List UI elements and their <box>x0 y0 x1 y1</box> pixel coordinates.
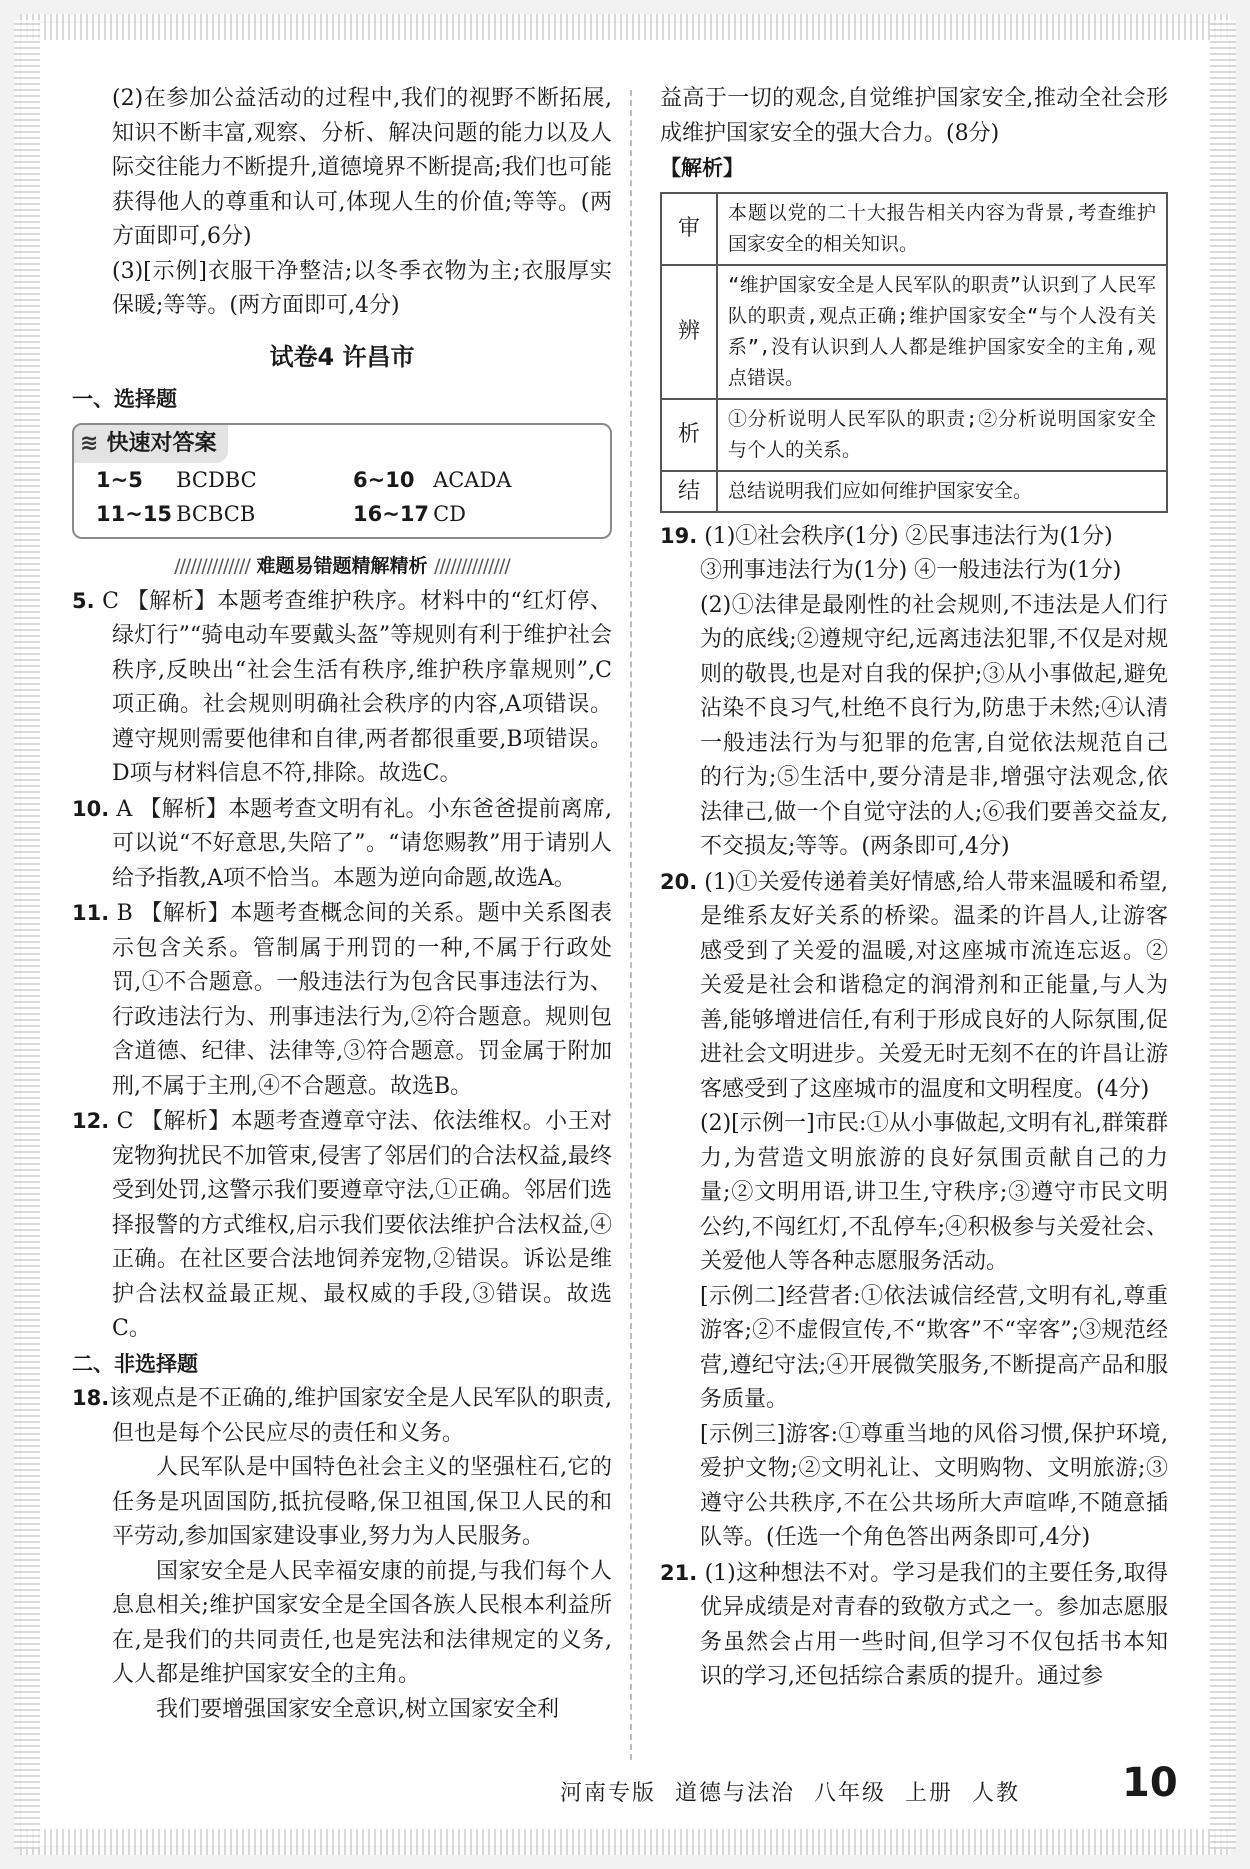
table-row <box>661 471 1167 512</box>
answer-range: 6~10 <box>353 468 415 492</box>
question-text: C 【解析】本题考查遵章守法、依法维权。小王对宠物狗扰民不加管束,侵害了邻居们的合法权益,最终受到处罚,这警示我们要遵章守法,①正确。邻居们选择报警的方式维权,启示我们要依法维护合法权益,④正确。在社区要合法地饲养宠物,②错误。诉讼是维护合法权益最正规、最权威的手段,③错误。故选C。 <box>109 1109 612 1341</box>
table-row-text: 总结说明我们应如何维护国家安全。 <box>717 471 1167 512</box>
question-20-paragraph: [示例二]经营者:①依法诚信经营,文明有礼,尊重游客;②不虚假宣传,不“欺客”不“宰客”;③规范经营,遵纪守法;④开展微笑服务,不断提高产品和服务质量。 <box>700 1283 1168 1412</box>
question-number: 10. <box>72 796 110 821</box>
question-text: (1)①关爱传递着美好情感,给人带来温暖和希望,是维系友好关系的桥梁。温柔的许昌人,让游客感受到了关爱的温暖,对这座城市流连忘返。②关爱是社会和谐稳定的润滑剂和正能量,与人为善,能够增进信任,有利于形成良好的人际氛围,促进社会文明进步。关爱无时无刻不在的许昌让游客感受到了这座城市的温度和文明程度。(4分) <box>700 869 1168 1102</box>
table-row-head: 辨 <box>661 265 717 399</box>
page-footer: 河南专版 道德与法治 八年级 上册 人教 <box>560 1781 1020 1806</box>
table-row <box>661 265 1167 399</box>
prev-answer-2: (2)在参加公益活动的过程中,我们的视野不断拓展,知识不断丰富,观察、分析、解决问题的能力以及人际交往能力不断提升,道德境界不断提高;我们也可能获得他人的尊重和认可,体现人生的价值;等等。(两方面即可,6分) <box>112 86 612 249</box>
section-heading-choice: 一、选择题 <box>72 387 177 411</box>
column-divider <box>630 90 632 1760</box>
question-18-paragraph: 我们要增强国家安全意识,树立国家安全利 <box>156 1696 559 1722</box>
question-19-line: (2)①法律是最刚性的社会规则,不违法是人们行为的底线;②遵规守纪,远离违法犯罪,不仅是对规则的敬畏,也是对自我的保护;③从小事做起,避免沾染不良习气,杜绝不良行为,防患于未然;④认清一般违法行为与犯罪的危害,自觉依法规范自己的行为;⑤生活中,要分清是非,增强守法观念,依法律己,做一个自觉守法的人;⑥我们要善交益友,不交损友;等等。(两条即可,4分) <box>700 592 1168 859</box>
question-number: 18. <box>72 1386 110 1410</box>
question-20-paragraph: (2)[示例一]市民:①从小事做起,文明有礼,群策群力,为营造文明旅游的良好氛围贡献自己的力量;②文明用语,讲卫生,守秩序;③遵守市民文明公约,不闯红灯,不乱停车;④积极参与关爱社会、关爱他人等各种志愿服务活动。 <box>700 1111 1168 1274</box>
question-12 <box>72 1104 612 1347</box>
analysis-label: 【解析】 <box>660 156 744 180</box>
question-text: C 【解析】本题考查维护秩序。材料中的“红灯停、绿灯行”“骑电动车要戴头盔”等规则有利于维护社会秩序,反映出“社会生活有秩序,维护秩序靠规则”,C项正确。社会规则明确社会秩序的内容,A项错误。遵守规则需要他律和自律,两者都很重要,B项错误。D项与材料信息不符,排除。故选C。 <box>94 588 612 786</box>
answer-range: 11~15 <box>96 502 173 526</box>
analysis-table <box>660 192 1168 513</box>
question-11 <box>72 896 612 1104</box>
answer-value: BCBCB <box>176 502 256 526</box>
answer-range: 16~17 <box>353 502 430 526</box>
table-row-head: 结 <box>661 471 717 512</box>
quick-answer-row <box>74 463 610 497</box>
decorative-border-left <box>14 20 40 1849</box>
answer-value: BCDBC <box>176 468 257 492</box>
answer-range: 1~5 <box>96 468 143 492</box>
table-row <box>661 399 1167 471</box>
hard-question-heading <box>72 549 612 584</box>
paper-title: 试卷4 许昌市 <box>269 342 415 371</box>
question-number: 12. <box>72 1109 110 1133</box>
question-number: 11. <box>72 901 110 925</box>
right-column <box>660 82 1168 1695</box>
table-row <box>661 193 1167 265</box>
table-row-text: 本题以党的二十大报告相关内容为背景,考查维护国家安全的相关知识。 <box>717 193 1167 265</box>
question-number: 19. <box>660 523 698 548</box>
decorative-border-right <box>1210 20 1236 1849</box>
prev-answer-3: (3)[示例]衣服干净整洁;以冬季衣物为主;衣服厚实保暖;等等。(两方面即可,4分) <box>112 258 612 318</box>
question-18-continued: 益高于一切的观念,自觉维护国家安全,推动全社会形成维护国家安全的强大合力。(8分) <box>660 86 1168 146</box>
question-18 <box>72 1381 612 1451</box>
question-10 <box>72 792 612 897</box>
question-text: (1)这种想法不对。学习是我们的主要任务,取得优异成绩是对青春的致敬方式之一。参加志愿服务虽然会占用一些时间,但学习不仅包括书本知识的学习,还包括综合素质的提升。通过参 <box>700 1560 1168 1689</box>
question-5 <box>72 584 612 792</box>
answer-value: CD <box>433 502 466 526</box>
question-text: B 【解析】本题考查概念间的关系。题中关系图表示包含关系。管制属于刑罚的一种,不属于行政处罚,①不合题意。一般违法行为包含民事违法行为、行政违法行为、刑事违法行为,②符合题意。规则包含道德、纪律、法律等,③符合题意。罚金属于附加刑,不属于主刑,④不合题意。故选B。 <box>109 901 612 1099</box>
decorative-border-top <box>20 14 1230 40</box>
quick-answer-header <box>74 425 228 464</box>
question-text: 该观点是不正确的,维护国家安全是人民军队的职责,但也是每个公民应尽的责任和义务。 <box>109 1386 612 1446</box>
hard-question-title: 难题易错题精解精析 <box>256 555 428 577</box>
section-heading-nonchoice: 二、非选择题 <box>72 1351 198 1376</box>
question-21 <box>660 1556 1168 1695</box>
question-text: (1)①社会秩序(1分) ②民事违法行为(1分) <box>704 523 1113 549</box>
quick-answer-box <box>72 423 612 540</box>
question-text: A 【解析】本题考查文明有礼。小东爸爸提前离席,可以说“不好意思,失陪了”。“请您赐教”用于请别人给予指教,A项不恰当。本题为逆向命题,故选A。 <box>109 796 612 891</box>
question-19 <box>660 519 1168 555</box>
question-19-line: ③刑事违法行为(1分) ④一般违法行为(1分) <box>700 558 1122 583</box>
question-number: 20. <box>660 869 698 894</box>
question-number: 21. <box>660 1560 698 1585</box>
left-column <box>72 82 612 1727</box>
question-18-paragraph: 国家安全是人民幸福安康的前提,与我们每个人息息相关;维护国家安全是全国各族人民根本利益所在,是我们的共同责任,也是宪法和法律规定的义务,人人都是维护国家安全的主角。 <box>112 1558 612 1687</box>
question-number: 5. <box>72 588 95 613</box>
decorative-lines-icon: ////////////// <box>434 555 510 577</box>
wave-icon: ≋ <box>80 430 99 456</box>
question-18-paragraph: 人民军队是中国特色社会主义的坚强柱石,它的任务是巩固国防,抵抗侵略,保卫祖国,保卫人民的和平劳动,参加国家建设事业,努力为人民服务。 <box>112 1455 612 1549</box>
quick-answer-row <box>74 497 610 531</box>
quick-answer-title: 快速对答案 <box>106 430 217 456</box>
page-number: 10 <box>1122 1760 1178 1806</box>
question-20-paragraph: [示例三]游客:①尊重当地的风俗习惯,保护环境,爱护文物;②文明礼让、文明购物、文明旅游;③遵守公共秩序,不在公共场所大声喧哗,不随意插队等。(任选一个角色答出两条即可,4分) <box>700 1421 1168 1550</box>
table-row-head: 审 <box>661 193 717 265</box>
table-row-text: ①分析说明人民军队的职责;②分析说明国家安全与个人的关系。 <box>717 399 1167 471</box>
answer-value: ACADA <box>433 468 512 492</box>
decorative-border-bottom <box>20 1829 1230 1855</box>
question-20 <box>660 865 1168 1108</box>
table-row-head: 析 <box>661 399 717 471</box>
decorative-lines-icon: ////////////// <box>174 555 250 577</box>
table-row-text: “维护国家安全是人民军队的职责”认识到了人民军队的职责,观点正确;维护国家安全“与个人没有关系”,没有认识到人人都是维护国家安全的主角,观点错误。 <box>717 265 1167 399</box>
